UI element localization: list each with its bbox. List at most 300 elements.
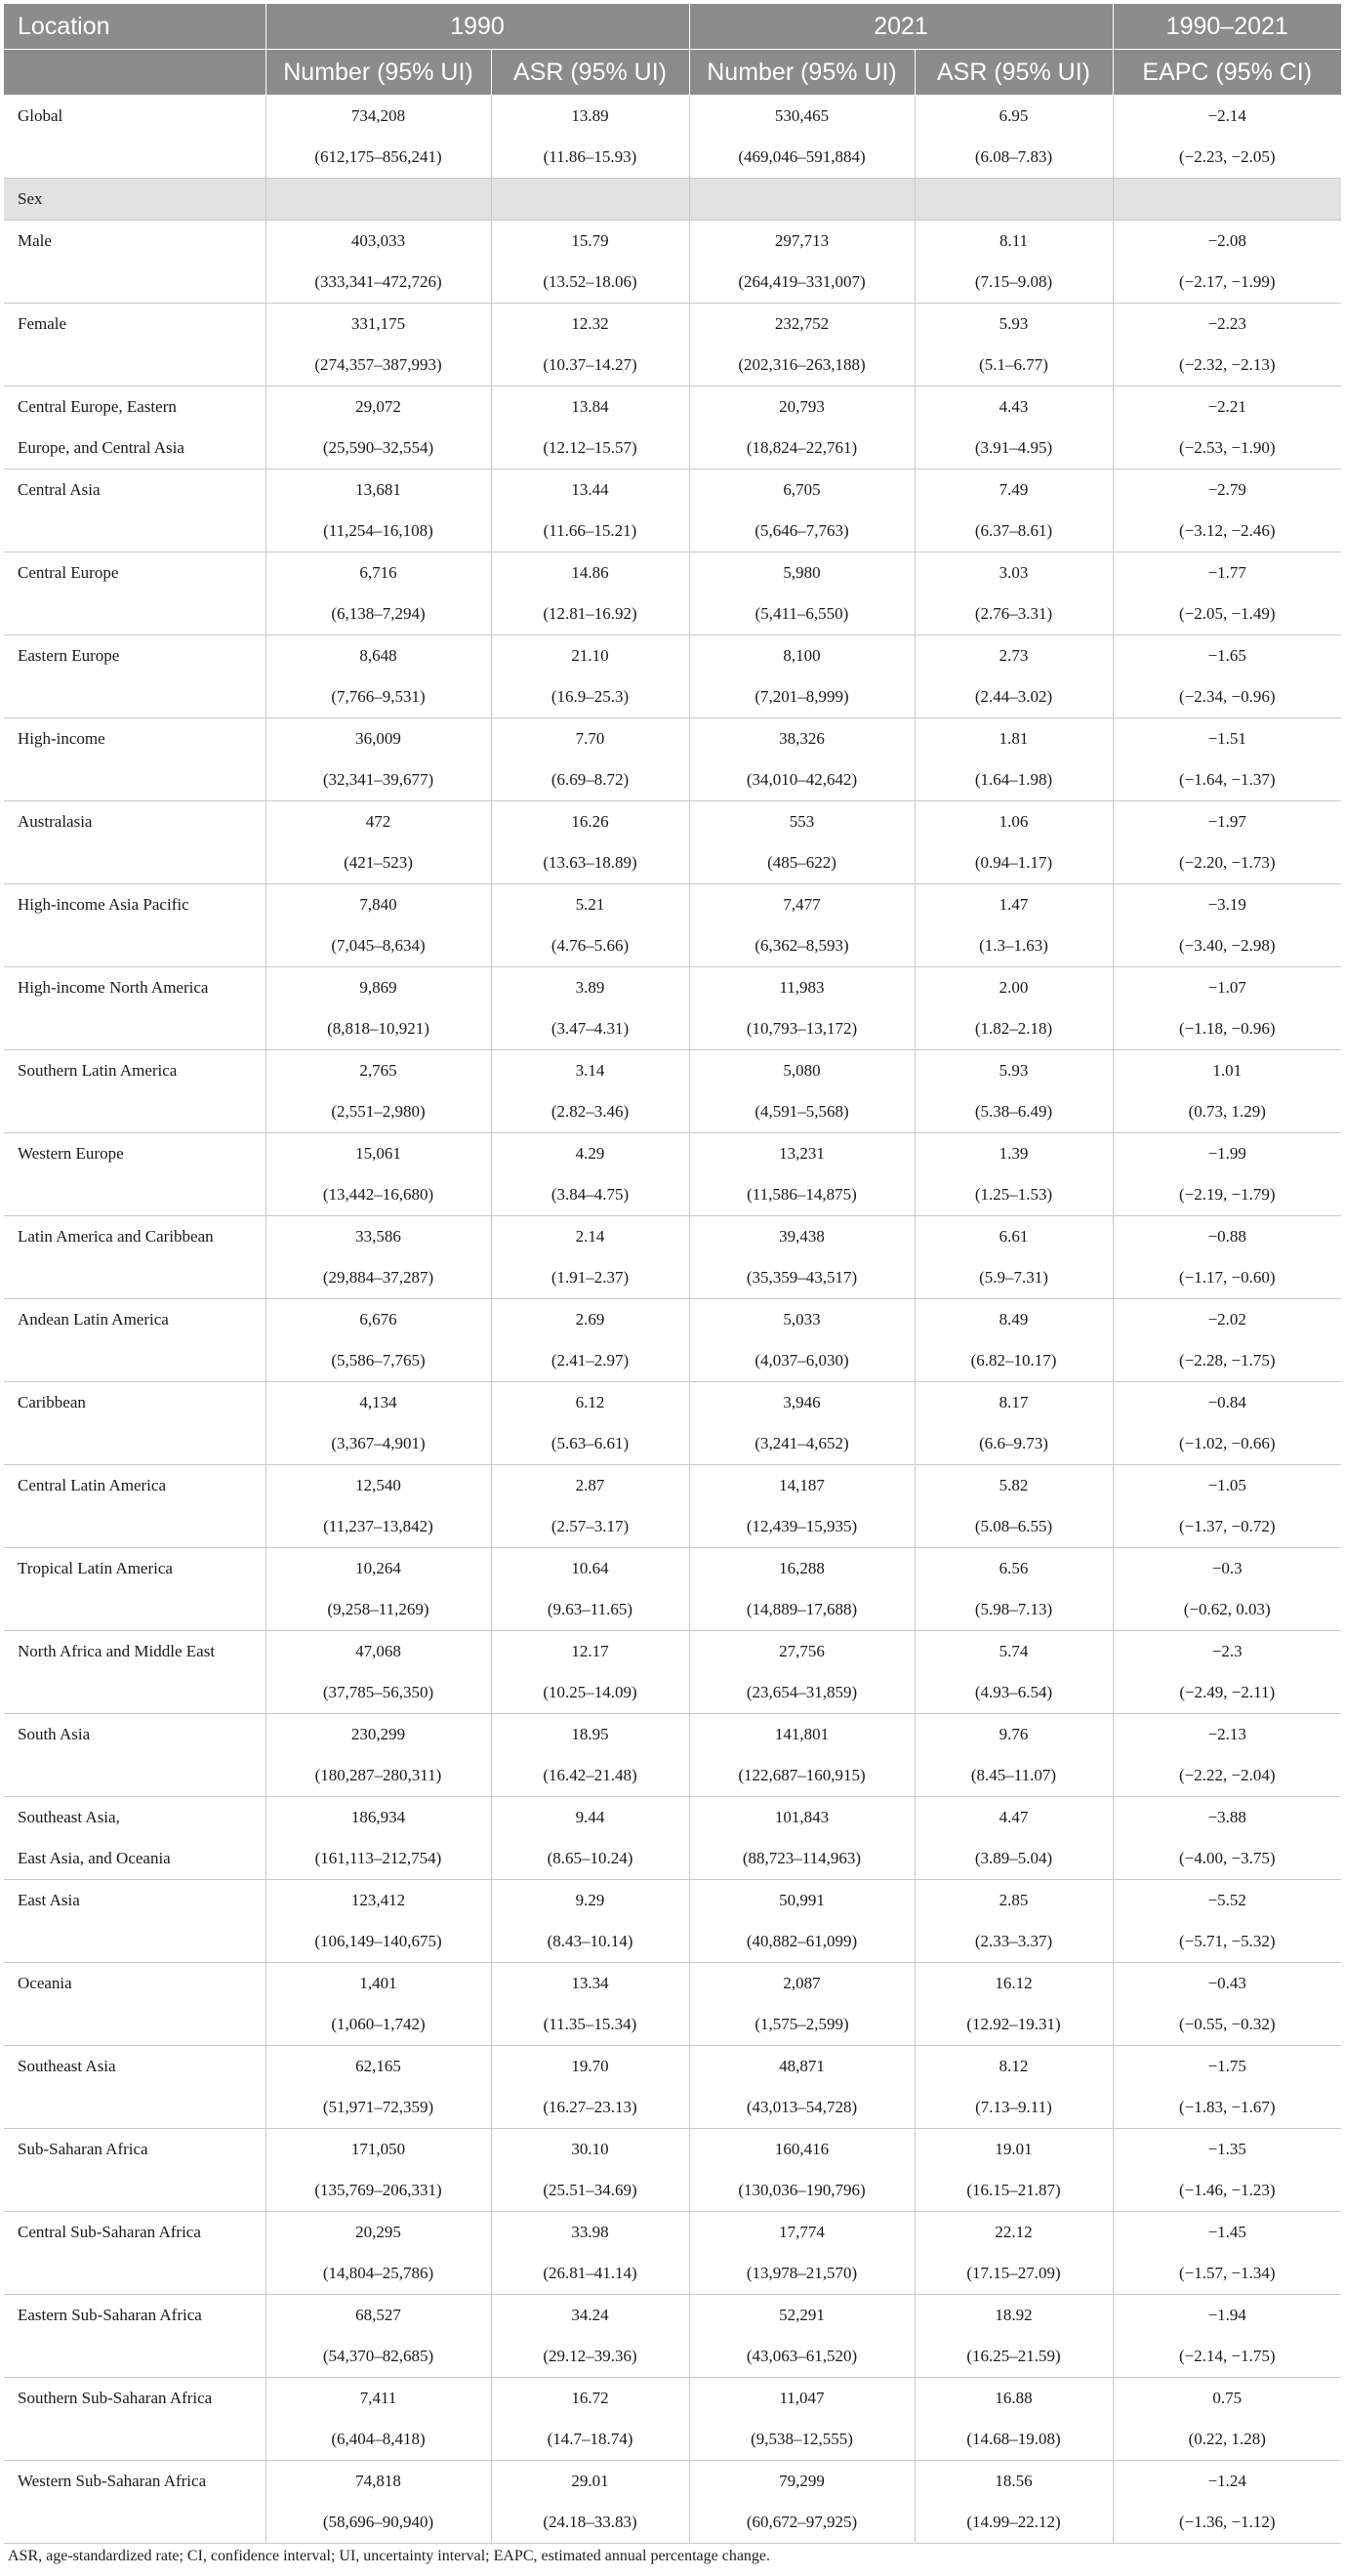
number-2021-cell: (88,723–114,963) (689, 1838, 915, 1880)
asr-1990-cell: 30.10 (491, 2129, 689, 2171)
section-empty-cell (265, 179, 491, 221)
location-cell (4, 842, 265, 884)
number-2021-cell: 27,756 (689, 1631, 915, 1673)
asr-1990-cell: (11.35–15.34) (491, 2004, 689, 2046)
eapc-cell: (−2.19, −1.79) (1179, 1185, 1276, 1204)
asr-2021-cell: (17.15–27.09) (915, 2253, 1113, 2295)
number-2021-cell: 13,231 (689, 1133, 915, 1175)
number-1990-cell: 15,061 (265, 1133, 491, 1175)
asr-1990-cell: (9.63–11.65) (491, 1589, 689, 1631)
eapc-cell: −2.3 (1113, 1631, 1341, 1673)
eapc-cell: (−1.18, −0.96) (1179, 1019, 1276, 1038)
location-cell: Male (4, 221, 265, 263)
table-row-interval (4, 1174, 1341, 1216)
table-row (4, 552, 1341, 594)
table-row (4, 1299, 1341, 1341)
number-2021-cell: 5,033 (689, 1299, 915, 1341)
eapc-cell: (0.22, 1.28) (1188, 2430, 1266, 2448)
number-1990-cell: 472 (265, 801, 491, 843)
number-1990-cell: 33,586 (265, 1216, 491, 1258)
number-1990-cell: 123,412 (265, 1880, 491, 1922)
number-2021-cell: (14,889–17,688) (689, 1589, 915, 1631)
table-row (4, 1382, 1341, 1424)
number-1990-cell: (333,341–472,726) (265, 262, 491, 304)
eapc-cell: −1.97 (1113, 801, 1341, 843)
number-2021-cell: 50,991 (689, 1880, 915, 1922)
asr-1990-cell: 9.29 (491, 1880, 689, 1922)
asr-1990-cell: (16.9–25.3) (491, 676, 689, 718)
asr-2021-cell: 8.17 (915, 1382, 1113, 1424)
location-cell (4, 2170, 265, 2212)
number-2021-cell: (4,591–5,568) (689, 1091, 915, 1133)
asr-2021-cell: 16.88 (915, 2378, 1113, 2420)
number-2021-cell: (35,359–43,517) (689, 1257, 915, 1299)
eapc-cell: −2.23 (1113, 304, 1341, 346)
eapc-cell: −1.05 (1113, 1465, 1341, 1507)
asr-2021-cell: 8.49 (915, 1299, 1113, 1341)
asr-2021-cell: (1.3–1.63) (915, 925, 1113, 967)
asr-1990-cell: (13.63–18.89) (491, 842, 689, 884)
number-1990-cell: (51,971–72,359) (265, 2087, 491, 2129)
table-row-interval (4, 2170, 1341, 2212)
asr-1990-cell: 9.44 (491, 1797, 689, 1839)
table-body (4, 96, 1341, 2544)
table-row (4, 2461, 1341, 2503)
location-cell: Eastern Europe (4, 635, 265, 677)
asr-2021-cell: (3.91–4.95) (915, 428, 1113, 470)
table-row (4, 884, 1341, 926)
number-1990-cell: (13,442–16,680) (265, 1174, 491, 1216)
number-2021-cell: (11,586–14,875) (689, 1174, 915, 1216)
asr-1990-cell: 13.44 (491, 470, 689, 511)
number-2021-cell: 38,326 (689, 718, 915, 760)
number-2021-cell: 5,080 (689, 1050, 915, 1092)
asr-1990-cell: 2.69 (491, 1299, 689, 1341)
asr-2021-cell: 18.92 (915, 2295, 1113, 2337)
number-1990-cell: (54,370–82,685) (265, 2336, 491, 2378)
asr-2021-cell: (2.44–3.02) (915, 676, 1113, 718)
asr-1990-cell: (16.27–23.13) (491, 2087, 689, 2129)
number-1990-cell: (6,404–8,418) (265, 2419, 491, 2461)
table-row (4, 1050, 1341, 1092)
asr-2021-cell: 5.93 (915, 1050, 1113, 1092)
asr-1990-cell: (5.63–6.61) (491, 1423, 689, 1465)
table-row-interval (4, 2336, 1341, 2378)
number-2021-cell: (5,646–7,763) (689, 511, 915, 552)
table-row-interval (4, 1921, 1341, 1963)
number-1990-cell: 68,527 (265, 2295, 491, 2337)
eapc-cell: (−0.62, 0.03) (1183, 1600, 1271, 1618)
eapc-cell: (−1.64, −1.37) (1179, 770, 1276, 789)
asr-1990-cell: 4.29 (491, 1133, 689, 1175)
asr-2021-cell: (0.94–1.17) (915, 842, 1113, 884)
number-1990-cell: (7,045–8,634) (265, 925, 491, 967)
asr-1990-cell: 21.10 (491, 635, 689, 677)
asr-1990-cell: (13.52–18.06) (491, 262, 689, 304)
asr-1990-cell: (3.84–4.75) (491, 1174, 689, 1216)
asr-2021-cell: 8.12 (915, 2046, 1113, 2088)
eapc-cell: −1.07 (1113, 967, 1341, 1009)
eapc-cell: −0.43 (1113, 1963, 1341, 2005)
number-1990-cell: 2,765 (265, 1050, 491, 1092)
number-2021-cell: 7,477 (689, 884, 915, 926)
number-1990-cell: 734,208 (265, 96, 491, 138)
asr-2021-cell: (14.99–22.12) (915, 2502, 1113, 2544)
eapc-cell: −0.3 (1113, 1548, 1341, 1590)
table-row-interval (4, 1589, 1341, 1631)
location-cell: North Africa and Middle East (4, 1631, 265, 1673)
eapc-cell: −0.88 (1113, 1216, 1341, 1258)
asr-1990-cell: 2.87 (491, 1465, 689, 1507)
asr-1990-cell: (1.91–2.37) (491, 1257, 689, 1299)
asr-1990-cell: (2.41–2.97) (491, 1340, 689, 1382)
asr-2021-cell: 1.47 (915, 884, 1113, 926)
eapc-cell: −2.21 (1113, 387, 1341, 429)
eapc-cell: 0.75 (1113, 2378, 1341, 2420)
location-cell: Andean Latin America (4, 1299, 265, 1341)
header-location-blank (4, 50, 265, 96)
eapc-cell: −1.35 (1113, 2129, 1341, 2171)
asr-1990-cell: (29.12–39.36) (491, 2336, 689, 2378)
location-cell: Central Europe (4, 552, 265, 594)
asr-1990-cell: (8.43–10.14) (491, 1921, 689, 1963)
location-cell: Western Sub-Saharan Africa (4, 2461, 265, 2503)
asr-1990-cell: (12.12–15.57) (491, 428, 689, 470)
header-location: Location (4, 4, 265, 50)
number-1990-cell: (274,357–387,993) (265, 345, 491, 387)
location-cell: Caribbean (4, 1382, 265, 1424)
number-1990-cell: 171,050 (265, 2129, 491, 2171)
eapc-cell: (−2.49, −2.11) (1179, 1683, 1276, 1701)
number-1990-cell: 13,681 (265, 470, 491, 511)
table-row-interval (4, 842, 1341, 884)
location-cell: Europe, and Central Asia (4, 428, 265, 470)
number-1990-cell: (612,175–856,241) (265, 137, 491, 179)
number-2021-cell: 17,774 (689, 2212, 915, 2254)
number-2021-cell: (60,672–97,925) (689, 2502, 915, 2544)
asr-2021-cell: 6.61 (915, 1216, 1113, 1258)
asr-1990-cell: 7.70 (491, 718, 689, 760)
location-cell: Southern Latin America (4, 1050, 265, 1092)
asr-1990-cell: (25.51–34.69) (491, 2170, 689, 2212)
location-cell (4, 2336, 265, 2378)
number-1990-cell: 10,264 (265, 1548, 491, 1590)
number-2021-cell: 3,946 (689, 1382, 915, 1424)
asr-2021-cell: (14.68–19.08) (915, 2419, 1113, 2461)
location-cell: Southeast Asia (4, 2046, 265, 2088)
number-1990-cell: (135,769–206,331) (265, 2170, 491, 2212)
location-cell: Global (4, 96, 265, 138)
eapc-cell: −1.65 (1113, 635, 1341, 677)
eapc-cell: (−2.05, −1.49) (1179, 604, 1276, 623)
number-1990-cell: (5,586–7,765) (265, 1340, 491, 1382)
number-1990-cell: 36,009 (265, 718, 491, 760)
header-1990: 1990 (265, 4, 689, 50)
location-cell (4, 1008, 265, 1050)
table-row-interval (4, 676, 1341, 718)
number-1990-cell: 7,411 (265, 2378, 491, 2420)
eapc-cell: −5.52 (1113, 1880, 1341, 1922)
location-cell (4, 2502, 265, 2544)
table-row (4, 1631, 1341, 1673)
number-2021-cell: 553 (689, 801, 915, 843)
asr-1990-cell: (3.47–4.31) (491, 1008, 689, 1050)
number-1990-cell: (1,060–1,742) (265, 2004, 491, 2046)
asr-2021-cell: 18.56 (915, 2461, 1113, 2503)
number-2021-cell: (485–622) (689, 842, 915, 884)
number-2021-cell: 530,465 (689, 96, 915, 138)
asr-2021-cell: (6.82–10.17) (915, 1340, 1113, 1382)
section-row (4, 179, 1341, 221)
header-asr-1990: ASR (95% UI) (491, 50, 689, 96)
table-row-interval (4, 262, 1341, 304)
asr-2021-cell: (2.33–3.37) (915, 1921, 1113, 1963)
asr-2021-cell: 7.49 (915, 470, 1113, 511)
eapc-cell: −1.24 (1113, 2461, 1341, 2503)
location-cell: South Asia (4, 1714, 265, 1756)
asr-2021-cell: (5.08–6.55) (915, 1506, 1113, 1548)
asr-1990-cell: (16.42–21.48) (491, 1755, 689, 1797)
header-number-2021: Number (95% UI) (689, 50, 915, 96)
asr-1990-cell: (4.76–5.66) (491, 925, 689, 967)
number-2021-cell: 2,087 (689, 1963, 915, 2005)
eapc-cell: −2.02 (1113, 1299, 1341, 1341)
asr-1990-cell: 12.17 (491, 1631, 689, 1673)
location-cell (4, 1755, 265, 1797)
asr-1990-cell: 34.24 (491, 2295, 689, 2337)
eapc-cell: (−2.20, −1.73) (1179, 853, 1276, 872)
location-cell (4, 1091, 265, 1133)
asr-1990-cell: (10.25–14.09) (491, 1672, 689, 1714)
table-row-interval (4, 759, 1341, 801)
number-1990-cell: 74,818 (265, 2461, 491, 2503)
number-2021-cell: 6,705 (689, 470, 915, 511)
asr-1990-cell: 16.26 (491, 801, 689, 843)
asr-1990-cell: 3.89 (491, 967, 689, 1009)
table-header (4, 4, 1341, 96)
asr-2021-cell: 16.12 (915, 1963, 1113, 2005)
asr-2021-cell: 2.73 (915, 635, 1113, 677)
table-row-interval (4, 1008, 1341, 1050)
number-1990-cell: 20,295 (265, 2212, 491, 2254)
location-cell: High-income North America (4, 967, 265, 1009)
asr-2021-cell: 5.82 (915, 1465, 1113, 1507)
asr-2021-cell: (16.25–21.59) (915, 2336, 1113, 2378)
asr-1990-cell: (14.7–18.74) (491, 2419, 689, 2461)
table-row (4, 1133, 1341, 1175)
location-cell (4, 137, 265, 179)
number-1990-cell: 331,175 (265, 304, 491, 346)
eapc-cell: −2.79 (1113, 470, 1341, 511)
asr-2021-cell: 8.11 (915, 221, 1113, 263)
number-2021-cell: 48,871 (689, 2046, 915, 2088)
number-2021-cell: 5,980 (689, 552, 915, 594)
location-cell (4, 1174, 265, 1216)
asr-2021-cell: 2.85 (915, 1880, 1113, 1922)
number-2021-cell: (7,201–8,999) (689, 676, 915, 718)
asr-2021-cell: (6.08–7.83) (915, 137, 1113, 179)
number-1990-cell: (32,341–39,677) (265, 759, 491, 801)
number-2021-cell: 16,288 (689, 1548, 915, 1590)
number-1990-cell: 230,299 (265, 1714, 491, 1756)
location-cell: Oceania (4, 1963, 265, 2005)
asr-2021-cell: (5.38–6.49) (915, 1091, 1113, 1133)
asr-2021-cell: (5.1–6.77) (915, 345, 1113, 387)
asr-1990-cell: 18.95 (491, 1714, 689, 1756)
table-row-interval (4, 1340, 1341, 1382)
number-1990-cell: (25,590–32,554) (265, 428, 491, 470)
asr-1990-cell: (11.66–15.21) (491, 511, 689, 552)
number-1990-cell: (9,258–11,269) (265, 1589, 491, 1631)
number-2021-cell: (122,687–160,915) (689, 1755, 915, 1797)
number-2021-cell: (13,978–21,570) (689, 2253, 915, 2295)
table-row (4, 1880, 1341, 1922)
asr-1990-cell: (8.65–10.24) (491, 1838, 689, 1880)
asr-2021-cell: (3.89–5.04) (915, 1838, 1113, 1880)
eapc-cell: −1.77 (1113, 552, 1341, 594)
number-1990-cell: 29,072 (265, 387, 491, 429)
eapc-cell: −1.75 (1113, 2046, 1341, 2088)
asr-2021-cell: 1.39 (915, 1133, 1113, 1175)
table-row (4, 470, 1341, 511)
asr-2021-cell: 4.43 (915, 387, 1113, 429)
number-2021-cell: (18,824–22,761) (689, 428, 915, 470)
asr-2021-cell: 1.06 (915, 801, 1113, 843)
number-2021-cell: (43,013–54,728) (689, 2087, 915, 2129)
table-row-interval (4, 2004, 1341, 2046)
number-1990-cell: (2,551–2,980) (265, 1091, 491, 1133)
section-empty-cell (915, 179, 1113, 221)
asr-1990-cell: 13.84 (491, 387, 689, 429)
eapc-cell: −2.14 (1113, 96, 1341, 138)
location-cell: East Asia, and Oceania (4, 1838, 265, 1880)
header-eapc: EAPC (95% CI) (1113, 50, 1341, 96)
eapc-cell: (−2.53, −1.90) (1179, 438, 1276, 457)
asr-1990-cell: 16.72 (491, 2378, 689, 2420)
asr-1990-cell: (2.82–3.46) (491, 1091, 689, 1133)
number-2021-cell: (43,063–61,520) (689, 2336, 915, 2378)
asr-2021-cell: (5.9–7.31) (915, 1257, 1113, 1299)
number-1990-cell: (106,149–140,675) (265, 1921, 491, 1963)
asr-2021-cell: (6.6–9.73) (915, 1423, 1113, 1465)
number-1990-cell: (58,696–90,940) (265, 2502, 491, 2544)
asr-1990-cell: 3.14 (491, 1050, 689, 1092)
location-cell: Central Latin America (4, 1465, 265, 1507)
location-cell: Southern Sub-Saharan Africa (4, 2378, 265, 2420)
table-row (4, 1465, 1341, 1507)
location-cell (4, 676, 265, 718)
table-row-interval (4, 428, 1341, 470)
location-cell (4, 925, 265, 967)
number-2021-cell: (4,037–6,030) (689, 1340, 915, 1382)
number-2021-cell: (10,793–13,172) (689, 1008, 915, 1050)
number-1990-cell: (11,237–13,842) (265, 1506, 491, 1548)
location-cell (4, 1257, 265, 1299)
location-cell: Central Europe, Eastern (4, 387, 265, 429)
table-row-interval (4, 925, 1341, 967)
section-empty-cell (1113, 179, 1341, 221)
location-cell (4, 262, 265, 304)
asr-2021-cell: 5.74 (915, 1631, 1113, 1673)
number-1990-cell: (29,884–37,287) (265, 1257, 491, 1299)
number-2021-cell: 14,187 (689, 1465, 915, 1507)
asr-2021-cell: 19.01 (915, 2129, 1113, 2171)
number-2021-cell: (6,362–8,593) (689, 925, 915, 967)
asr-2021-cell: (7.13–9.11) (915, 2087, 1113, 2129)
eapc-cell: (−3.12, −2.46) (1179, 521, 1276, 540)
table-row (4, 1714, 1341, 1756)
eapc-cell: (−2.32, −2.13) (1179, 355, 1276, 374)
number-2021-cell: 79,299 (689, 2461, 915, 2503)
table-row (4, 967, 1341, 1009)
number-1990-cell: 186,934 (265, 1797, 491, 1839)
location-cell (4, 1672, 265, 1714)
asr-1990-cell: 14.86 (491, 552, 689, 594)
eapc-cell: (−2.34, −0.96) (1179, 687, 1276, 706)
eapc-cell: −1.51 (1113, 718, 1341, 760)
location-cell (4, 593, 265, 635)
table-row-interval (4, 2502, 1341, 2544)
eapc-cell: (−1.57, −1.34) (1179, 2264, 1276, 2282)
number-2021-cell: 297,713 (689, 221, 915, 263)
number-1990-cell: (161,113–212,754) (265, 1838, 491, 1880)
table-row (4, 96, 1341, 138)
location-cell (4, 2253, 265, 2295)
header-1990-2021: 1990–2021 (1113, 4, 1341, 50)
location-cell: Eastern Sub-Saharan Africa (4, 2295, 265, 2337)
number-1990-cell: 9,869 (265, 967, 491, 1009)
number-1990-cell: (11,254–16,108) (265, 511, 491, 552)
eapc-cell: −3.19 (1113, 884, 1341, 926)
number-2021-cell: 39,438 (689, 1216, 915, 1258)
location-cell (4, 2087, 265, 2129)
table-row-interval (4, 1755, 1341, 1797)
location-cell (4, 1340, 265, 1382)
location-cell (4, 2419, 265, 2461)
eapc-cell: (−2.22, −2.04) (1179, 1766, 1276, 1784)
number-1990-cell: 12,540 (265, 1465, 491, 1507)
section-empty-cell (689, 179, 915, 221)
asr-2021-cell: (7.15–9.08) (915, 262, 1113, 304)
eapc-cell: (−2.17, −1.99) (1179, 272, 1276, 291)
number-1990-cell: 403,033 (265, 221, 491, 263)
number-1990-cell: 8,648 (265, 635, 491, 677)
number-1990-cell: (8,818–10,921) (265, 1008, 491, 1050)
asr-2021-cell: 1.81 (915, 718, 1113, 760)
eapc-cell: −1.94 (1113, 2295, 1341, 2337)
location-cell (4, 345, 265, 387)
number-2021-cell: (34,010–42,642) (689, 759, 915, 801)
location-cell: Female (4, 304, 265, 346)
asr-1990-cell: (10.37–14.27) (491, 345, 689, 387)
location-cell (4, 511, 265, 552)
location-cell (4, 1423, 265, 1465)
table-row (4, 2129, 1341, 2171)
number-2021-cell: (9,538–12,555) (689, 2419, 915, 2461)
asr-1990-cell: (12.81–16.92) (491, 593, 689, 635)
eapc-cell: (0.73, 1.29) (1188, 1102, 1266, 1121)
header-asr-2021: ASR (95% UI) (915, 50, 1113, 96)
number-2021-cell: 232,752 (689, 304, 915, 346)
eapc-cell: (−5.71, −5.32) (1179, 1932, 1276, 1950)
number-2021-cell: (23,654–31,859) (689, 1672, 915, 1714)
asr-2021-cell: (6.37–8.61) (915, 511, 1113, 552)
table-row-interval (4, 1091, 1341, 1133)
location-cell: Southeast Asia, (4, 1797, 265, 1839)
asr-2021-cell: (1.64–1.98) (915, 759, 1113, 801)
location-cell (4, 1921, 265, 1963)
asr-1990-cell: 19.70 (491, 2046, 689, 2088)
